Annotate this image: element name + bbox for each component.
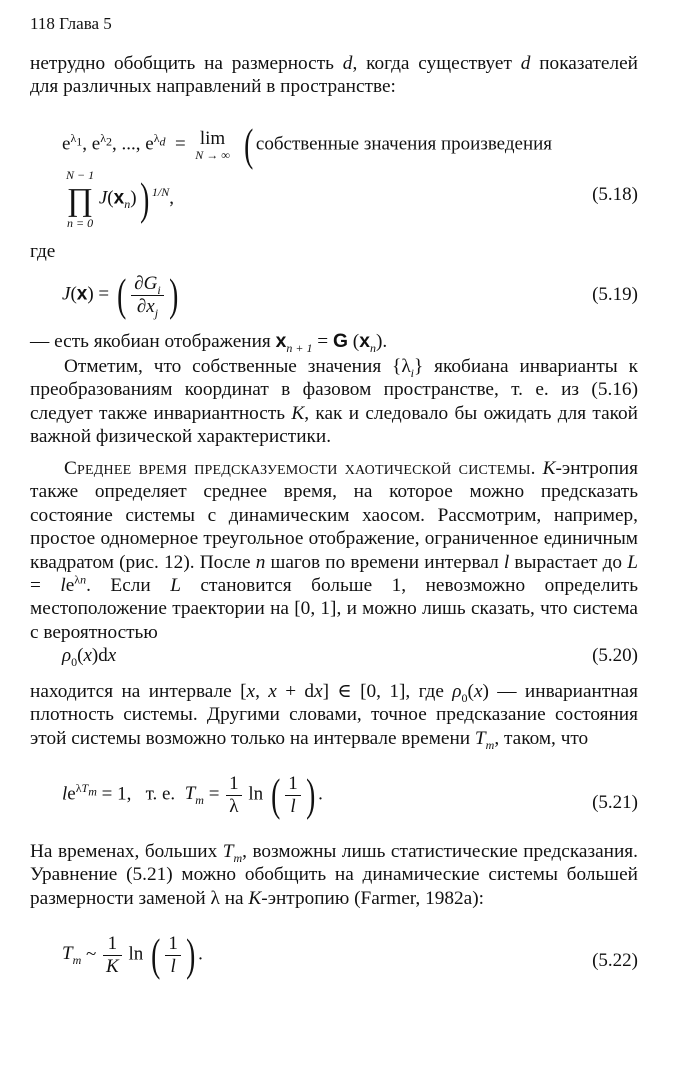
eq-5-18-rhs-text: собственные значения произведения xyxy=(255,133,553,155)
section-title: Среднее время предсказуемости хаотической системы. xyxy=(64,458,536,479)
page-header: 118 Глава 5 xyxy=(30,14,112,33)
eq-number-5-21: (5.21) xyxy=(592,792,638,813)
eq-number-5-19: (5.19) xyxy=(592,284,638,305)
product-operator: N − 1 ∏ n = 0 xyxy=(66,168,95,230)
equation-5-22: $T_m$ ~ $\frac{1}{K}$ ln ( $\frac{1}{l}$ ) . xyxy=(62,929,203,980)
interval-paragraph: находится на интервале [x, x + dx] ∈ [0, 1], где $\rho_0(x)$ — инвариантная плотность системы. Другими словами, точное предсказание состояния этой системы возможно только на интервале времени $T_m$, таком, что xyxy=(30,681,638,752)
jacobian-line: — есть якобиан отображения $x_{n + 1} = G$ $(x_n)$. xyxy=(30,331,388,355)
limit-operator: lim N → ∞ xyxy=(195,128,230,162)
equation-5-18-line1: $e^{\lambda_1}$, $e^{\lambda_2}$, ..., $e^{\lambda_d}$ = lim N → ∞ ( собственные значения произведения xyxy=(62,119,553,170)
equation-5-20: $\rho_0(x)dx$ xyxy=(62,645,117,669)
eq-number-5-18: (5.18) xyxy=(592,184,638,205)
eq-number-5-22: (5.22) xyxy=(592,950,638,971)
equation-5-19: J(x) = ( $\frac{\partial G_i}{\partial x_j}$ ) xyxy=(62,269,178,320)
eigenvalue-paragraph: Отметим, что собственные значения $\{\lambda_i\}$ якобиана инварианты к преобразованиям координат в фазовом пространстве, т. е. из (5.16) следует также инвариантность K, как и следовало бы ожидать для такой важной физической характеристики. xyxy=(30,356,638,448)
intro-paragraph: нетрудно обобщить на размерность d, когда существует d показателей для различных направлений в пространстве: xyxy=(30,53,638,98)
eq-number-5-20: (5.20) xyxy=(592,645,638,666)
predictability-paragraph: Среднее время предсказуемости хаотической системы. K-энтропия также определяет среднее время, на которое можно предсказать состояние системы с динамическим хаосом. Рассмотрим, например, простое одномерное треугольное отображение, ограниченное единичным квадратом (рис. 12). После n шагов по времени интервал l вырастает до $L = le^{\lambda n}$. Если L становится больше 1, невозможно определить местоположение траектории на [0, 1], и можно лишь сказать, что система с вероятностью xyxy=(30,458,638,643)
equation-5-21: $le^{\lambda T_m} = 1$, т. е. $T_m$ = $\frac{1}{\lambda}$ ln ( $\frac{1}{l}$ ) . xyxy=(62,769,323,820)
equation-5-18-line2: N − 1 ∏ n = 0 $J(x_n)$) $^{1/N}$, xyxy=(66,168,174,230)
where-label: где xyxy=(30,241,56,262)
statistical-paragraph: На временах, больших $T_m$, возможны лишь статистические предсказания. Уравнение (5.21) можно обобщить на динамические системы большей размерности заменой λ на K-энтропию (Farmer, 1982a): xyxy=(30,841,638,909)
